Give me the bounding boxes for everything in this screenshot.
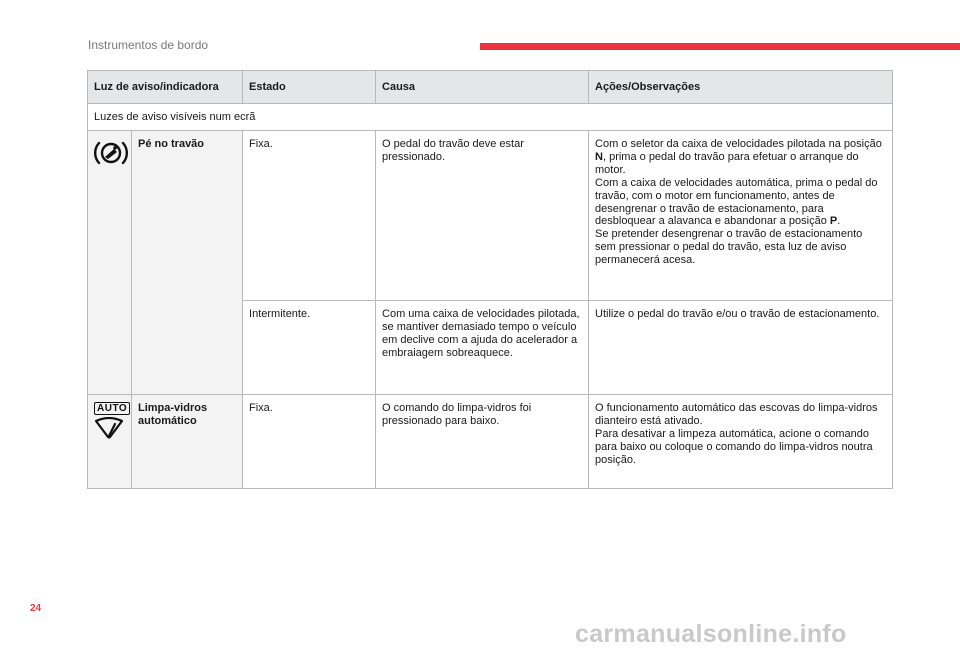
gear-position-p: P	[829, 215, 838, 228]
wiper-icon-cell	[88, 395, 132, 489]
col-header-warning-light: Luz de aviso/indicadora	[88, 71, 243, 104]
col-header-state: Estado	[243, 71, 376, 104]
brake-cause-steady: O pedal do travão deve estar pressionado.	[376, 131, 589, 301]
auto-wiper-icon	[94, 402, 130, 443]
header-accent-bar	[480, 43, 960, 50]
brake-state-steady: Fixa.	[243, 131, 376, 301]
table-row	[88, 395, 893, 489]
col-header-cause: Causa	[376, 71, 589, 104]
wiper-state: Fixa.	[243, 395, 376, 489]
brake-state-flashing: Intermitente.	[243, 301, 376, 395]
gear-position-n: N	[595, 150, 603, 163]
page-number: 24	[30, 603, 42, 614]
wiper-cause: O comando do limpa-vidros foi pressionado para baixo.	[376, 395, 589, 489]
brake-action-steady: Com o seletor da caixa de velocidades pilotada na posição N, prima o pedal do travão para efetuar o arranque do motor. Com a caixa de velocidades automática, prima o pedal do travão, com o motor em funcionamento, antes de desengrenar o travão de estacionamento, para desbloquear a alavanca e abandonar a posição P. Se pretender desengrenar o travão de estacionamento sem pressionar o pedal do travão, esta luz de aviso permanecerá acesa.	[589, 131, 893, 301]
section-row	[88, 104, 893, 131]
brake-action-flashing: Utilize o pedal do travão e/ou o travão de estacionamento.	[589, 301, 893, 395]
wiper-action: O funcionamento automático das escovas do limpa-vidros dianteiro está ativado. Para desativar a limpeza automática, acione o comando para baixo ou coloque o comando do limpa-vidros noutra posição.	[589, 395, 893, 489]
watermark: carmanualsonline.info	[575, 620, 847, 648]
brake-cause-flashing: Com uma caixa de velocidades pilotada, se mantiver demasiado tempo o veículo em declive com a ajuda do acelerador a embraiagem sobreaquece.	[376, 301, 589, 395]
brake-icon-cell	[88, 131, 132, 395]
page-header-title: Instrumentos de bordo	[88, 38, 209, 52]
warning-lights-table	[87, 70, 893, 489]
table-header-row	[88, 71, 893, 104]
wiper-warning-name: Limpa-vidros automático	[132, 395, 243, 489]
section-label: Luzes de aviso visíveis num ecrã	[88, 104, 893, 131]
brake-warning-name: Pé no travão	[132, 131, 243, 395]
table-row	[88, 131, 893, 301]
col-header-actions: Ações/Observações	[589, 71, 893, 104]
brake-pedal-warning-icon	[94, 138, 128, 172]
auto-label: AUTO	[94, 402, 130, 415]
